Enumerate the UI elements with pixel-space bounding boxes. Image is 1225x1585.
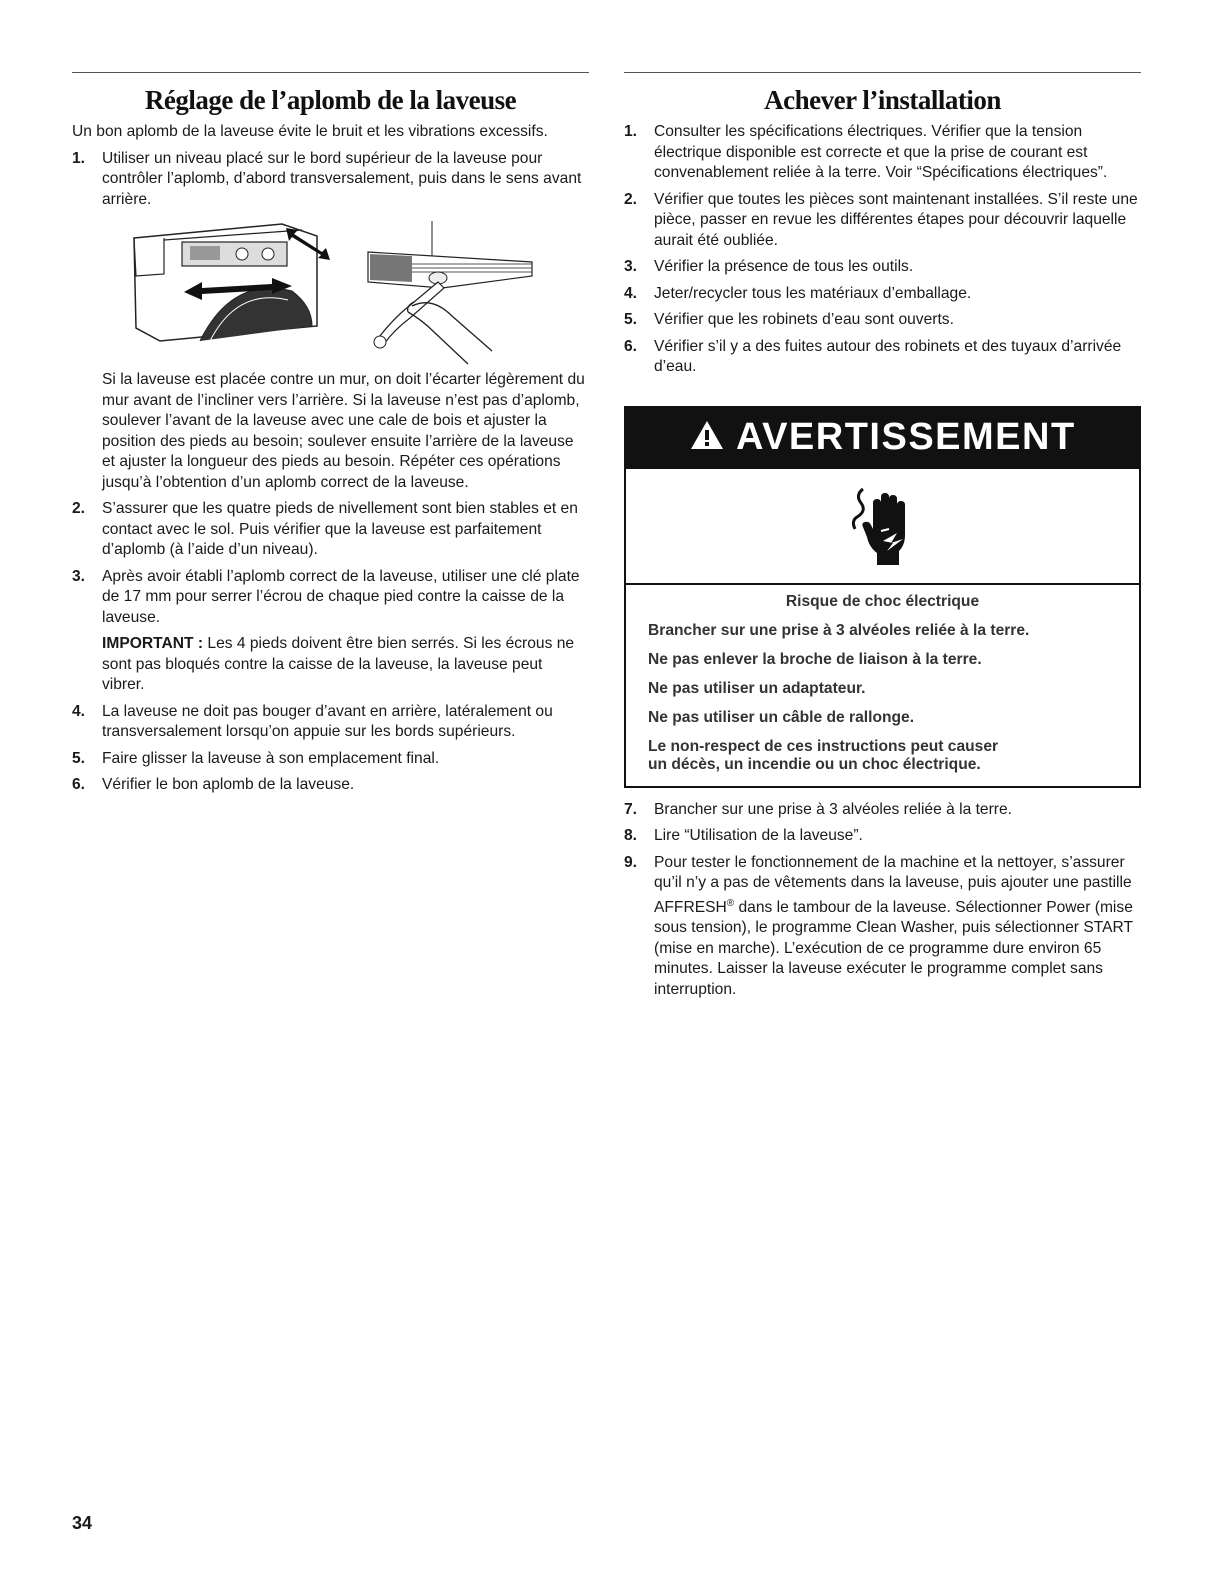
step-number: 2. [72, 500, 86, 517]
step-number: 7. [624, 800, 638, 818]
divider [624, 72, 1141, 73]
warning-line: Brancher sur une prise à 3 alvéoles reliée à la terre. [648, 621, 1030, 639]
step-text: Jeter/recycler tous les matériaux d’emballage. [654, 284, 972, 302]
warning-consequence-line2: un décès, un incendie ou un choc électrique. [648, 755, 981, 773]
registered-mark: ® [726, 897, 735, 909]
list-item [624, 310, 1141, 331]
leveling-steps-final [72, 702, 589, 796]
divider [72, 72, 589, 73]
warning-consequence [648, 738, 1117, 774]
step-number: 6. [72, 776, 86, 793]
warning-line: Ne pas utiliser un adaptateur. [648, 679, 866, 697]
step-text: Vérifier s’il y a des fuites autour des robinets et des tuyaux d’arrivée d’eau. [654, 337, 1122, 375]
list-item [624, 826, 1141, 847]
list-item [624, 122, 1141, 184]
list-item [624, 190, 1141, 252]
step-number: 2. [624, 190, 638, 208]
right-column [624, 72, 1141, 1006]
step-number: 5. [72, 749, 86, 767]
step-text: Vérifier le bon aplomb de la laveuse. [102, 776, 355, 793]
step-number: 8. [624, 827, 638, 844]
step-text-b: dans le tambour de la laveuse. Sélectionner Power (mise sous tension), le programme Clean Washer, puis sélectionner START (mise en marche). L’exécution de ce programme dure environ 65 minutes. Laisser la laveuse exécuter le programme complet sans interruption. [654, 898, 1133, 998]
install-step-9-list [624, 853, 1141, 1001]
list-item [624, 800, 1141, 821]
step-number: 9. [624, 853, 638, 871]
left-column [72, 72, 589, 802]
important-label: IMPORTANT : [102, 635, 204, 652]
step-number: 6. [624, 337, 638, 355]
warning-body [626, 585, 1139, 786]
list-item [72, 749, 589, 770]
step-text: Vérifier que toutes les pièces sont maintenant installées. S’il reste une pièce, passer en revue les différentes étapes pour découvrir laquelle aurait été oubliée. [654, 190, 1138, 249]
intro-paragraph: Un bon aplomb de la laveuse évite le bruit et les vibrations excessifs. [72, 123, 548, 140]
warning-header [626, 408, 1139, 469]
step-number: 1. [624, 123, 638, 140]
section-title: Réglage de l’aplomb de la laveuse [144, 85, 517, 115]
step-text: Utiliser un niveau placé sur le bord supérieur de la laveuse pour contrôler l’aplomb, d’abord transversalement, puis dans le sens avant arrière. [102, 149, 582, 208]
step-number: 1. [72, 149, 86, 167]
step1-continuation: Si la laveuse est placée contre un mur, on doit l’écarter légèrement du mur avant de l’incliner vers l’arrière. Si la laveuse n’est pas d’aplomb, soulever l’avant de la laveuse avec une cale de bois et ajuster la position des pieds au besoin; soulever ensuite l’arrière de la laveuse et ajuster la longueur des pieds au besoin. Répéter ces opérations jusqu’à l’obtention d’un aplomb correct de la laveuse. [102, 371, 585, 491]
step-text: S’assurer que les quatre pieds de nivellement sont bien stables et en contact avec le sol. Puis vérifier que la laveuse est parfaitement d’aplomb (à l’aide d’un niveau). [102, 500, 578, 558]
step-text: Consulter les spécifications électriques. Vérifier que la tension électrique disponible est correcte et que la prise de courant est convenablement reliée à la terre. Voir “Spécifications électriques”. [654, 123, 1108, 181]
warning-consequence-line1: Le non-respect de ces instructions peut causer [648, 737, 999, 755]
step-text: Vérifier la présence de tous les outils. [654, 258, 914, 275]
list-item [72, 567, 589, 629]
important-text: Les 4 pieds doivent être bien serrés. Si les écrous ne sont pas bloqués contre la caisse de la laveuse, la laveuse peut vibrer. [102, 635, 575, 693]
list-item [72, 775, 589, 796]
list-item [624, 337, 1141, 378]
list-item [72, 499, 589, 561]
list-item [624, 853, 1141, 1001]
step-number: 4. [72, 702, 86, 720]
electric-shock-hand-icon [843, 485, 923, 567]
leveling-steps-continued [72, 499, 589, 628]
list-item [72, 149, 589, 211]
step-text: Brancher sur une prise à 3 alvéoles reliée à la terre. [654, 800, 1012, 818]
important-note [72, 634, 589, 696]
step-text: Vérifier que les robinets d’eau sont ouverts. [654, 311, 954, 328]
warning-triangle-icon [689, 416, 736, 458]
washer-level-illustration [72, 216, 589, 366]
warning-line: Ne pas utiliser un câble de rallonge. [648, 708, 915, 726]
step-number: 4. [624, 284, 638, 302]
step-number: 3. [72, 567, 86, 585]
section-title: Achever l’installation [764, 85, 1001, 115]
warning-icon-area [626, 469, 1139, 585]
install-steps-continued [624, 800, 1141, 847]
step-text: Faire glisser la laveuse à son emplacement final. [102, 749, 440, 767]
warning-lines [648, 622, 1117, 727]
list-item [624, 284, 1141, 305]
leveling-illustration [72, 216, 589, 366]
list-item [72, 702, 589, 743]
step-text: Lire “Utilisation de la laveuse”. [654, 827, 863, 844]
install-steps [624, 122, 1141, 378]
list-item [624, 257, 1141, 278]
step-number: 5. [624, 311, 638, 328]
step-number: 3. [624, 258, 638, 275]
step-text: Après avoir établi l’aplomb correct de la laveuse, utiliser une clé plate de 17 mm pour serrer l’écrou de chaque pied contre la caisse de la laveuse. [102, 567, 580, 626]
step-text-a: Pour tester le fonctionnement de la machine et la nettoyer, s’assurer qu’il n’y a pas de vêtements dans la laveuse, puis ajouter une pastille AFFRESH [654, 853, 1132, 916]
page-number: 34 [72, 1513, 93, 1533]
warning-line: Ne pas enlever la broche de liaison à la terre. [648, 650, 982, 668]
step-text: La laveuse ne doit pas bouger d’avant en arrière, latéralement ou transversalement lorsqu’on appuie sur les bords supérieurs. [102, 702, 553, 740]
warning-risk: Risque de choc électrique [785, 592, 980, 610]
leveling-steps [72, 149, 589, 211]
warning-title: AVERTISSEMENT [735, 415, 1076, 458]
warning-box [624, 406, 1141, 788]
